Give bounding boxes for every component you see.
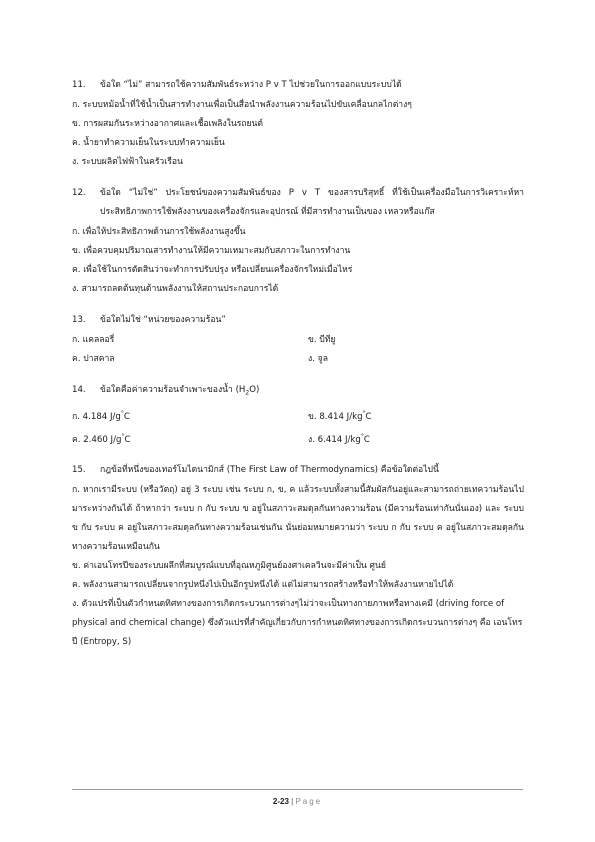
option: ง. ระบบผลิตไฟฟ้าในครัวเรือน xyxy=(72,157,183,167)
page-label: Page xyxy=(295,797,323,806)
unit-suffix: C xyxy=(365,411,372,422)
option: ง. จูล xyxy=(308,354,328,364)
unit-suffix: C xyxy=(363,434,370,445)
option: ง. ตัวแปรที่เป็นตัวกำหนดทิศทางของการเกิดกระบวนการต่างๆไม่ว่าจะเป็นทางกายภาพหรือทางเคมี (driving force of physical and chemical change) ซึ่งตัวแปรที่สำคัญเกี่ยวกับการกำหนดทิศทางของการเกิดกระบวนการต่างๆ คือ เอนโทรปี (Entropy, S) xyxy=(72,599,523,648)
question-list xyxy=(72,76,524,652)
subscript: 2 xyxy=(245,389,250,397)
option: ข. บีทียู xyxy=(308,335,336,345)
option-grid xyxy=(72,404,524,450)
footer-separator: | xyxy=(291,797,294,806)
question-text: กฎข้อที่หนึ่งของเทอร์โมไดนามิกส์ (The First Law of Thermodynamics) คือข้อใดต่อไปนี้ xyxy=(100,465,439,476)
question-number: 15. xyxy=(72,465,86,476)
option-text: ข. 8.414 J/kg xyxy=(308,411,363,422)
question-number: 13. xyxy=(72,315,86,325)
option: ก. หากเรามีระบบ (หรือวัตถุ) อยู่ 3 ระบบ เช่น ระบบ ก, ข, ค แล้วระบบทั้งสามนี้สัมผัสกันอยู่และสามารถถ่ายเทความร้อนไปมาระหว่างกันได้ ถ้าหากว่า ระบบ ก กับ ระบบ ข อยู่ในสภาวะสมดุลกันทางความร้อน (มีความร้อนเท่ากันนั่นเอง) และ ระบบ ข กับ ระบบ ค อยู่ในสภาวะสมดุลกันทางความร้อนเช่นกัน นั่นย่อมหมายความว่า ระบบ ก กับ ระบบ ค อยู่ในสภาวะสมดุลกันทางความร้อนเหมือนกัน xyxy=(72,485,524,553)
question-number: 14. xyxy=(72,385,86,395)
question-text-part: ข้อใดคือค่าความร้อนจำเพาะของน้ำ (H xyxy=(100,385,246,395)
degree-sign: ° xyxy=(362,409,366,417)
option-text: ค. 2.460 J/g xyxy=(72,434,122,445)
option-text: ก. 4.184 J/g xyxy=(72,411,121,422)
question-13 xyxy=(72,311,524,330)
page-number: 2-23 xyxy=(272,797,289,806)
question-text: ข้อใด “ไม่” สามารถใช้ความสัมพันธ์ระหว่าง P v T ไปช่วยในการออกแบบระบบได้ xyxy=(100,80,402,90)
option xyxy=(308,404,524,427)
question-text-part: O) xyxy=(249,385,260,395)
option: ก. เพื่อให้ประสิทธิภาพด้านการใช้พลังงานสูงขึ้น xyxy=(72,227,246,237)
question-text: ข้อใด “ไม่ใช่” ประโยชน์ของความสัมพันธ์ของ P v T ของสารบริสุทธิ์ ที่ใช้เป็นเครื่องมือในการวิเคราะห์หาประสิทธิภาพการใช้พลังงานของเครื่องจักรและอุปกรณ์ ที่มีสารทำงานเป็นของ เหลวหรือแก๊ส xyxy=(100,188,524,217)
option: ก. ระบบหม้อน้ำที่ใช้น้ำเป็นสารทำงานเพื่อเป็นสื่อนำพลังงานความร้อนไปขับเคลื่อนกลไกต่างๆ xyxy=(72,100,412,110)
question-text: ข้อใดไม่ใช่ “หน่วยของความร้อน” xyxy=(100,315,226,325)
unit-suffix: C xyxy=(124,434,131,445)
page-footer xyxy=(0,797,595,806)
degree-sign: ° xyxy=(360,432,364,440)
unit-suffix: C xyxy=(123,411,130,422)
question-number: 11. xyxy=(72,80,86,90)
option: ก. แคลลอรี่ xyxy=(72,335,115,345)
option: ข. การผสมกันระหว่างอากาศและเชื้อเพลิงในรถยนต์ xyxy=(72,119,264,129)
question-12 xyxy=(72,184,524,222)
option: ข. เพื่อควบคุมปริมาณสารทำงานให้มีความเหมาะสมกับสภาวะในการทำงาน xyxy=(72,246,351,256)
option: ค. เพื่อใช้ในการตัดสินว่าจะทำการปรับปรุง หรือเปลี่ยนเครื่องจักรใหม่เมื่อไหร่ xyxy=(72,265,353,275)
option xyxy=(72,427,308,450)
option: ค. น้ำยาทำความเย็นในระบบทำความเย็น xyxy=(72,138,225,148)
question-text xyxy=(100,381,524,403)
option-grid xyxy=(72,331,524,369)
degree-sign: ° xyxy=(120,409,124,417)
option xyxy=(72,404,308,427)
footer-divider xyxy=(72,789,523,790)
question-11 xyxy=(72,76,524,95)
option: ข. ค่าเอนโทรปีของระบบผลึกที่สมบูรณ์แบบที่อุณหภูมิศูนย์องศาเคลวินจะมีค่าเป็น ศูนย์ xyxy=(72,561,386,572)
option: ค. ปาสคาล xyxy=(72,354,115,364)
degree-sign: ° xyxy=(121,432,125,440)
option xyxy=(308,427,524,450)
question-14 xyxy=(72,381,524,403)
question-number: 12. xyxy=(72,188,86,198)
option: ง. สามารถลดต้นทุนด้านพลังงานให้สถานประกอบการได้ xyxy=(72,284,279,294)
option: ค. พลังงานสามารถเปลี่ยนจากรูปหนึ่งไปเป็นอีกรูปหนึ่งได้ แต่ไม่สามารถสร้างหรือทำให้พลังงานหายไปได้ xyxy=(72,580,454,591)
question-15 xyxy=(72,461,524,480)
option-text: ง. 6.414 J/kg xyxy=(308,434,361,445)
